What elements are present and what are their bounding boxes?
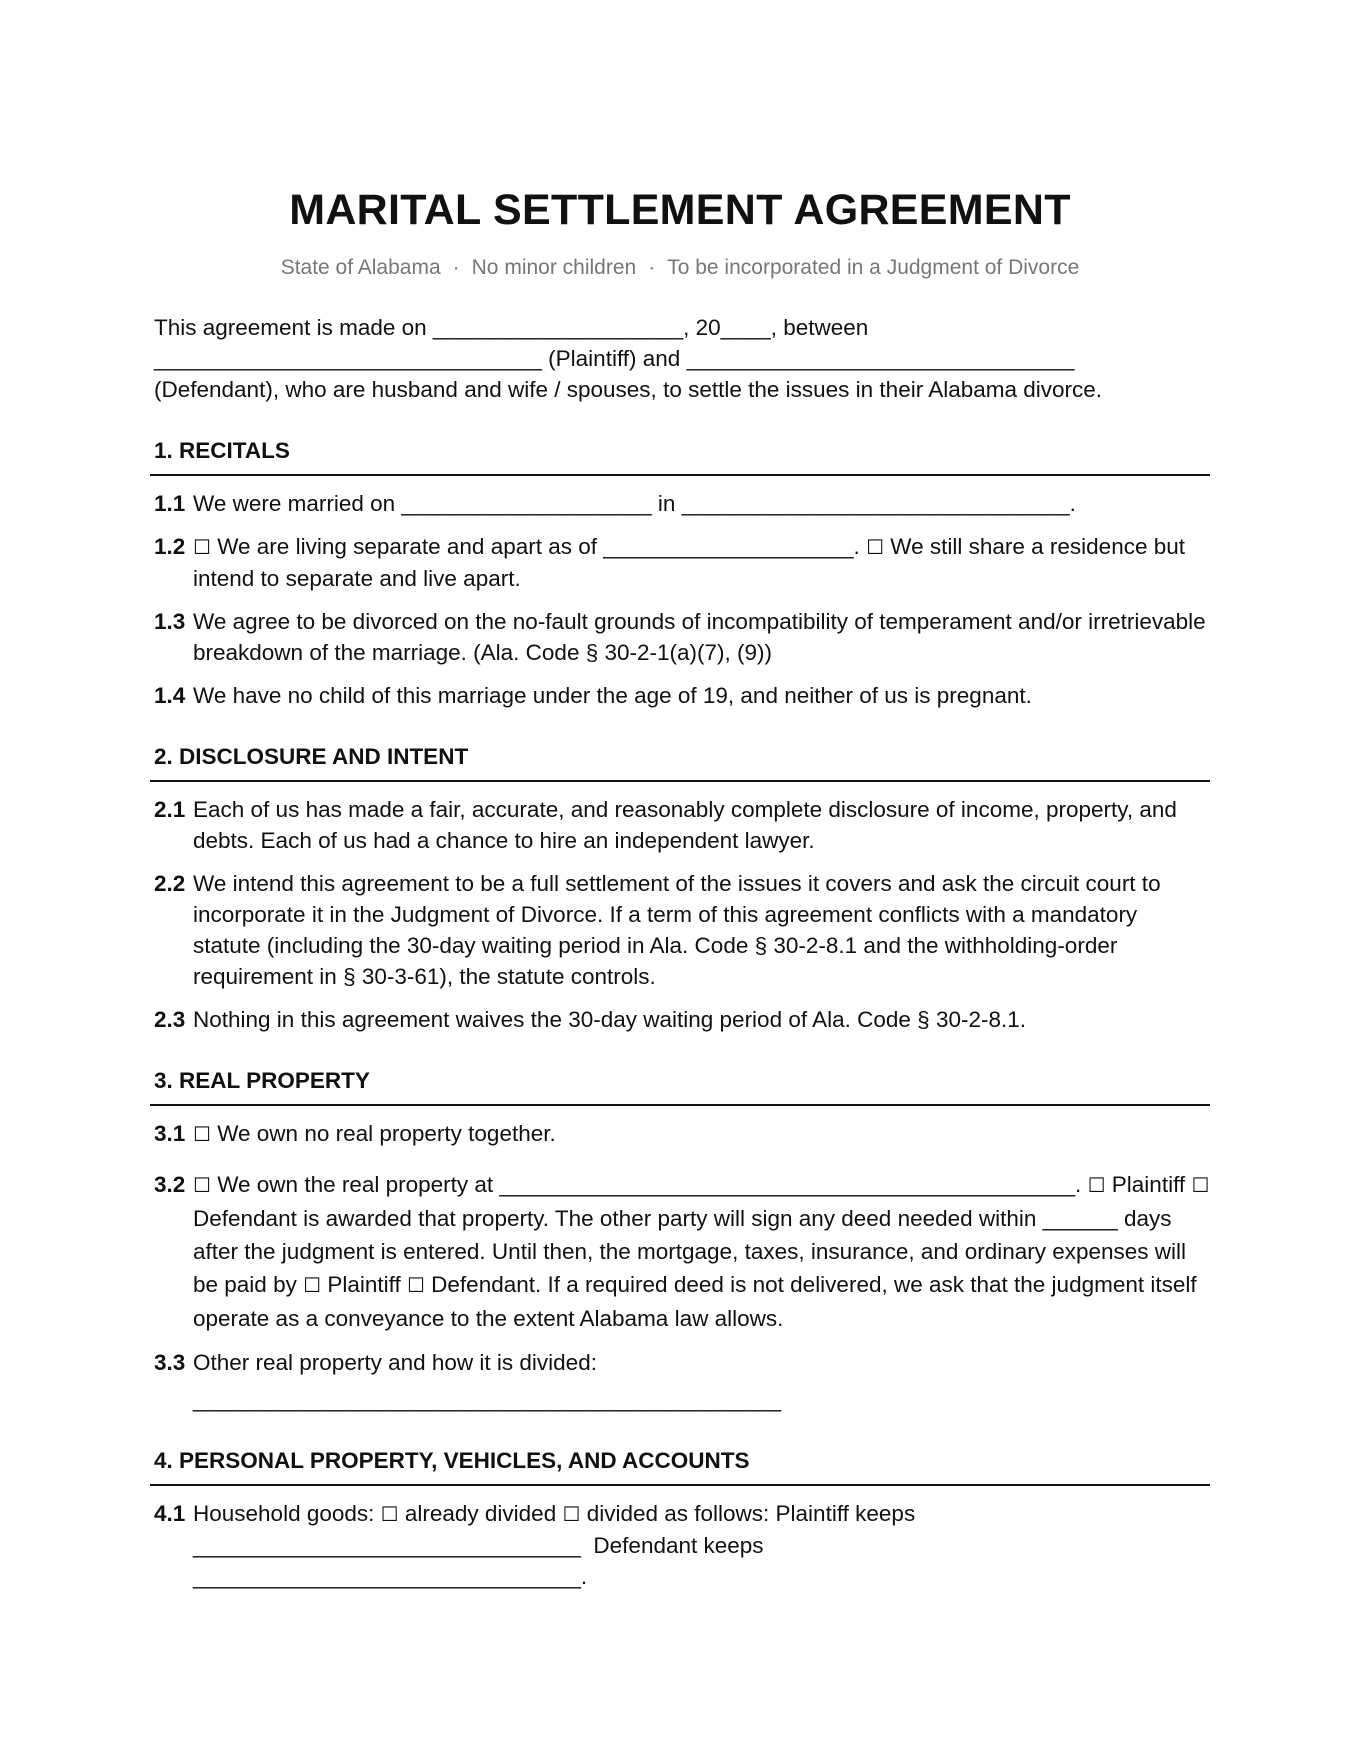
clause-number: 3.1 (154, 1121, 186, 1146)
option-plaintiff: Plaintiff (327, 1272, 401, 1297)
clause-2-2 (154, 868, 1210, 992)
intro-paragraph (154, 312, 1210, 405)
checkbox-icon[interactable]: ☐ (562, 1502, 581, 1526)
clause-2-3 (154, 1004, 1210, 1035)
checkbox-icon[interactable]: ☐ (193, 1122, 211, 1146)
clause-number: 1.2 (154, 534, 186, 559)
clause-number: 3.2 (154, 1172, 186, 1197)
clause-text: Nothing in this agreement waives the 30-day waiting period of Ala. Code § 30-2-8.1. (193, 1007, 1026, 1032)
clause-number: 4.1 (154, 1501, 186, 1526)
clause-other-property: Other real property and how it is divided: (193, 1350, 597, 1375)
clause-3-1 (154, 1118, 1210, 1150)
clause-property-conveyance: Defendant. If a required deed is not delivered, we ask that the judgment itself operate as a conveyance to the extent Alabama law allows. (193, 1272, 1197, 1331)
clause-property-address: We own the real property at ______________________________________________. (217, 1172, 1082, 1197)
clause-option-shared-residence: We still share a residence but intend to separate and live apart. (193, 534, 1185, 591)
clause-1-3 (154, 606, 1210, 668)
checkbox-icon[interactable]: ☐ (1191, 1173, 1210, 1197)
clause-text (193, 531, 1210, 594)
clause-text: We intend this agreement to be a full settlement of the issues it covers and ask the circuit court to incorporate it in the Judgment of Divorce. If a term of this agreement conflicts with a mandatory statute (including the 30-day waiting period in Ala. Code § 30-2-8.1 and the withholding-order requirement in § 30-3-61), the statute controls. (193, 871, 1161, 989)
clause-3-2 (154, 1168, 1210, 1335)
clause-text (193, 1347, 1210, 1415)
option-already-divided: already divided (404, 1501, 557, 1526)
clause-number: 1.1 (154, 491, 186, 516)
plaintiff-keeps-blank[interactable]: _______________________________ Defendant keeps (193, 1533, 764, 1558)
section-heading-real-property: 3. REAL PROPERTY (150, 1065, 1210, 1106)
checkbox-icon[interactable]: ☐ (866, 535, 884, 559)
subtitle-separator: · (452, 256, 460, 279)
clause-text (193, 1498, 1210, 1592)
subtitle-incorporation: To be incorporated in a Judgment of Divorce (667, 256, 1080, 279)
clause-option-no-property: We own no real property together. (217, 1121, 556, 1146)
option-divided-as-follows: divided as follows: Plaintiff keeps (586, 1501, 916, 1526)
section-heading-personal-property: 4. PERSONAL PROPERTY, VEHICLES, AND ACCOUNTS (150, 1445, 1210, 1486)
checkbox-icon[interactable]: ☐ (193, 535, 211, 559)
subtitle-separator: · (648, 256, 656, 279)
defendant-keeps-blank[interactable]: _______________________________. (193, 1564, 588, 1589)
document-title: MARITAL SETTLEMENT AGREEMENT (289, 186, 1071, 234)
clause-property-award: Defendant is awarded that property. The other party will sign any deed needed within ______ days after the judgment is entered. Until then, the mortgage, taxes, insurance, and ordinary expenses will be paid by (193, 1206, 1187, 1297)
clause-number: 2.1 (154, 797, 186, 822)
option-plaintiff: Plaintiff (1111, 1172, 1186, 1197)
clause-text: We have no child of this marriage under the age of 19, and neither of us is pregnant. (193, 683, 1032, 708)
clause-number: 2.3 (154, 1007, 186, 1032)
checkbox-icon[interactable]: ☐ (1087, 1173, 1106, 1197)
clause-number: 1.3 (154, 609, 186, 634)
intro-line-1: This agreement is made on ____________________, 20____, between (154, 315, 869, 340)
clause-4-1 (154, 1498, 1210, 1592)
section-heading-disclosure: 2. DISCLOSURE AND INTENT (150, 741, 1210, 782)
clause-3-3 (154, 1347, 1210, 1415)
clause-text (193, 1118, 1210, 1150)
clause-text: We agree to be divorced on the no-fault grounds of incompatibility of temperament and/or irretrievable breakdown of the marriage. (Ala. Code § 30-2-1(a)(7), (9)) (193, 609, 1206, 665)
fill-in-blank[interactable]: _______________________________________________ (193, 1387, 782, 1412)
section-heading-recitals: 1. RECITALS (150, 435, 1210, 476)
intro-line-2: _______________________________ (Plaintiff) and _______________________________ (154, 346, 1075, 371)
clause-1-4 (154, 680, 1210, 711)
document-body (154, 312, 1210, 1604)
checkbox-icon[interactable]: ☐ (193, 1173, 211, 1197)
clause-number: 2.2 (154, 871, 186, 896)
clause-number: 1.4 (154, 683, 186, 708)
intro-line-3: (Defendant), who are husband and wife / spouses, to settle the issues in their Alabama divorce. (154, 377, 1103, 402)
clause-text: We were married on ____________________ in _______________________________. (193, 491, 1076, 516)
clause-text (193, 1168, 1210, 1335)
subtitle-children: No minor children (471, 256, 637, 279)
checkbox-icon[interactable]: ☐ (303, 1273, 322, 1297)
checkbox-icon[interactable]: ☐ (406, 1273, 425, 1297)
clause-text: Each of us has made a fair, accurate, and reasonably complete disclosure of income, property, and debts. Each of us had a chance to hire an independent lawyer. (193, 797, 1177, 853)
clause-household-goods: Household goods: (193, 1501, 375, 1526)
clause-1-1 (154, 488, 1210, 519)
document-subtitle (0, 256, 1360, 280)
checkbox-icon[interactable]: ☐ (380, 1502, 399, 1526)
clause-number: 3.3 (154, 1350, 186, 1375)
subtitle-state: State of Alabama (280, 256, 441, 279)
clause-option-separate: We are living separate and apart as of ____________________. (217, 534, 860, 559)
clause-2-1 (154, 794, 1210, 856)
clause-1-2 (154, 531, 1210, 594)
